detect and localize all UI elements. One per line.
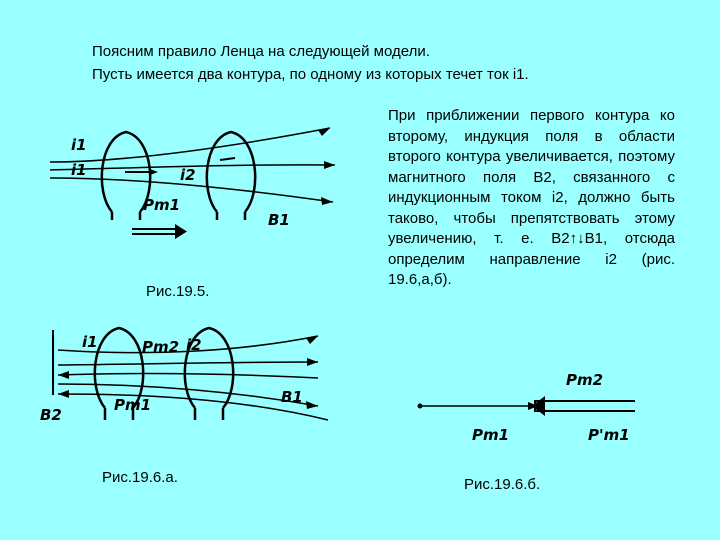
label-i1-left: i1 xyxy=(71,161,87,179)
loop-2 xyxy=(207,132,255,212)
label-pm1: Pm1 xyxy=(114,396,152,414)
label-pm2: Pm2 xyxy=(566,371,604,389)
figure-19-6-a xyxy=(38,320,338,440)
label-b2: B2 xyxy=(40,406,62,424)
label-pm1: Pm1 xyxy=(143,196,181,214)
intro-line-2: Пусть имеется два контура, по одному из которых течет ток i1. xyxy=(92,66,529,83)
figure-19-5 xyxy=(35,120,355,250)
vector-pm2 xyxy=(535,401,635,411)
explanation-paragraph: При приближении первого контура ко второму, индукция поля в области второго контура увеличивается, поэтому магнитного поля B2, связанного с индукционным током i2, должно быть таково, чтобы препятствовать этому увеличению, т. е. B2↑↓B1, отсюда определим направление i2 (рис. 19.6,а,б). xyxy=(388,107,675,288)
intro-line-1: Поясним правило Ленца на следующей модели. xyxy=(92,43,430,60)
label-b1: B1 xyxy=(268,211,290,229)
figure-19-6-b xyxy=(410,360,650,460)
caption-fig-19-6-a: Рис.19.6.а. xyxy=(102,469,178,486)
label-i1: i1 xyxy=(82,333,98,351)
intro-text xyxy=(92,40,529,86)
label-b1: B1 xyxy=(281,388,303,406)
label-pm1: Pm1 xyxy=(472,426,510,444)
label-pm2: Pm2 xyxy=(142,338,180,356)
label-i2: i2 xyxy=(180,166,196,184)
caption-fig-19-5: Рис.19.5. xyxy=(146,283,210,300)
caption-fig-19-6-b: Рис.19.6.б. xyxy=(464,476,541,493)
label-i2: i2 xyxy=(186,336,202,354)
label-i1-top: i1 xyxy=(71,136,87,154)
label-pm1-prime: P'm1 xyxy=(588,426,630,444)
